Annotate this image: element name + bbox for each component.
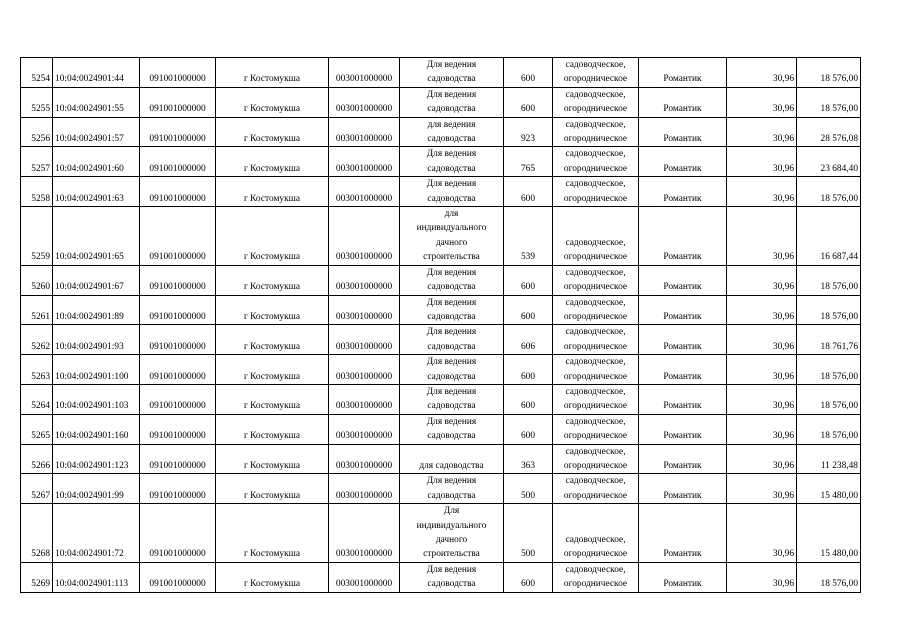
- city-name: г Костомукша: [216, 117, 329, 147]
- object-code: 003001000000: [329, 147, 400, 177]
- land-category: садоводческое, огородническое: [553, 58, 639, 88]
- table-row: [21, 177, 861, 207]
- specific-value: 30,96: [727, 117, 797, 147]
- row-number: 5256: [21, 117, 53, 147]
- cadastral-number: 10:04:0024901:123: [53, 444, 140, 474]
- table-row: [21, 504, 861, 563]
- row-number: 5264: [21, 384, 53, 414]
- cadastral-value: 16 687,44: [797, 207, 861, 266]
- settlement-name: Романтик: [639, 414, 727, 444]
- permitted-use: Для ведения садоводства: [400, 325, 504, 355]
- cadastral-number: 10:04:0024901:72: [53, 504, 140, 563]
- city-name: г Костомукша: [216, 147, 329, 177]
- specific-value: 30,96: [727, 207, 797, 266]
- settlement-name: Романтик: [639, 384, 727, 414]
- settlement-name: Романтик: [639, 325, 727, 355]
- oktmo-code: 091001000000: [140, 58, 216, 88]
- cadastral-number: 10:04:0024901:113: [53, 562, 140, 592]
- permitted-use: Для ведения садоводства: [400, 355, 504, 385]
- cadastral-value: 18 576,00: [797, 414, 861, 444]
- oktmo-code: 091001000000: [140, 87, 216, 117]
- table-row: [21, 295, 861, 325]
- table-row: [21, 58, 861, 88]
- table-body: [21, 58, 861, 593]
- object-code: 003001000000: [329, 444, 400, 474]
- specific-value: 30,96: [727, 562, 797, 592]
- land-category: садоводческое, огородническое: [553, 504, 639, 563]
- settlement-name: Романтик: [639, 444, 727, 474]
- row-number: 5258: [21, 177, 53, 207]
- specific-value: 30,96: [727, 147, 797, 177]
- area-value: 600: [504, 562, 553, 592]
- area-value: 600: [504, 87, 553, 117]
- row-number: 5268: [21, 504, 53, 563]
- cadastral-number: 10:04:0024901:44: [53, 58, 140, 88]
- permitted-use: Для ведения садоводства: [400, 474, 504, 504]
- area-value: 363: [504, 444, 553, 474]
- settlement-name: Романтик: [639, 355, 727, 385]
- row-number: 5265: [21, 414, 53, 444]
- cadastral-value: 15 480,00: [797, 504, 861, 563]
- oktmo-code: 091001000000: [140, 474, 216, 504]
- row-number: 5260: [21, 265, 53, 295]
- object-code: 003001000000: [329, 384, 400, 414]
- oktmo-code: 091001000000: [140, 147, 216, 177]
- cadastral-number: 10:04:0024901:60: [53, 147, 140, 177]
- area-value: 923: [504, 117, 553, 147]
- settlement-name: Романтик: [639, 117, 727, 147]
- permitted-use: для индивидуального дачного строительства: [400, 207, 504, 266]
- object-code: 003001000000: [329, 414, 400, 444]
- city-name: г Костомукша: [216, 295, 329, 325]
- row-number: 5263: [21, 355, 53, 385]
- table-row: [21, 384, 861, 414]
- row-number: 5255: [21, 87, 53, 117]
- cadastral-value: 18 576,00: [797, 562, 861, 592]
- city-name: г Костомукша: [216, 504, 329, 563]
- cadastral-value: 18 576,00: [797, 295, 861, 325]
- land-category: садоводческое, огородническое: [553, 355, 639, 385]
- land-category: садоводческое, огородническое: [553, 295, 639, 325]
- cadastral-value: 18 576,00: [797, 265, 861, 295]
- object-code: 003001000000: [329, 295, 400, 325]
- permitted-use: Для ведения садоводства: [400, 384, 504, 414]
- permitted-use: для садоводства: [400, 444, 504, 474]
- table-row: [21, 117, 861, 147]
- land-category: садоводческое, огородническое: [553, 177, 639, 207]
- row-number: 5266: [21, 444, 53, 474]
- table-row: [21, 562, 861, 592]
- permitted-use: Для ведения садоводства: [400, 58, 504, 88]
- permitted-use: Для ведения садоводства: [400, 414, 504, 444]
- table-row: [21, 265, 861, 295]
- table-row: [21, 474, 861, 504]
- oktmo-code: 091001000000: [140, 177, 216, 207]
- specific-value: 30,96: [727, 474, 797, 504]
- oktmo-code: 091001000000: [140, 414, 216, 444]
- cadastral-value: 18 576,00: [797, 58, 861, 88]
- oktmo-code: 091001000000: [140, 265, 216, 295]
- city-name: г Костомукша: [216, 325, 329, 355]
- cadastral-number: 10:04:0024901:160: [53, 414, 140, 444]
- settlement-name: Романтик: [639, 265, 727, 295]
- row-number: 5254: [21, 58, 53, 88]
- specific-value: 30,96: [727, 87, 797, 117]
- table-row: [21, 147, 861, 177]
- area-value: 600: [504, 414, 553, 444]
- oktmo-code: 091001000000: [140, 562, 216, 592]
- city-name: г Костомукша: [216, 87, 329, 117]
- specific-value: 30,96: [727, 355, 797, 385]
- oktmo-code: 091001000000: [140, 295, 216, 325]
- land-category: садоводческое, огородническое: [553, 325, 639, 355]
- cadastral-value: 18 576,00: [797, 355, 861, 385]
- land-category: садоводческое, огородническое: [553, 117, 639, 147]
- table-row: [21, 355, 861, 385]
- city-name: г Костомукша: [216, 207, 329, 266]
- land-category: садоводческое, огородническое: [553, 562, 639, 592]
- table-row: [21, 444, 861, 474]
- oktmo-code: 091001000000: [140, 444, 216, 474]
- settlement-name: Романтик: [639, 177, 727, 207]
- settlement-name: Романтик: [639, 147, 727, 177]
- area-value: 500: [504, 504, 553, 563]
- specific-value: 30,96: [727, 295, 797, 325]
- area-value: 600: [504, 58, 553, 88]
- oktmo-code: 091001000000: [140, 384, 216, 414]
- land-plots-table: [20, 57, 861, 593]
- specific-value: 30,96: [727, 265, 797, 295]
- object-code: 003001000000: [329, 207, 400, 266]
- area-value: 600: [504, 355, 553, 385]
- row-number: 5269: [21, 562, 53, 592]
- area-value: 600: [504, 384, 553, 414]
- city-name: г Костомукша: [216, 474, 329, 504]
- permitted-use: Для ведения садоводства: [400, 147, 504, 177]
- oktmo-code: 091001000000: [140, 325, 216, 355]
- object-code: 003001000000: [329, 474, 400, 504]
- city-name: г Костомукша: [216, 444, 329, 474]
- settlement-name: Романтик: [639, 504, 727, 563]
- cadastral-value: 28 576,08: [797, 117, 861, 147]
- city-name: г Костомукша: [216, 355, 329, 385]
- oktmo-code: 091001000000: [140, 117, 216, 147]
- oktmo-code: 091001000000: [140, 355, 216, 385]
- city-name: г Костомукша: [216, 414, 329, 444]
- oktmo-code: 091001000000: [140, 504, 216, 563]
- object-code: 003001000000: [329, 58, 400, 88]
- cadastral-value: 18 576,00: [797, 87, 861, 117]
- specific-value: 30,96: [727, 177, 797, 207]
- object-code: 003001000000: [329, 265, 400, 295]
- row-number: 5257: [21, 147, 53, 177]
- table-row: [21, 207, 861, 266]
- row-number: 5261: [21, 295, 53, 325]
- cadastral-number: 10:04:0024901:55: [53, 87, 140, 117]
- land-category: садоводческое, огородническое: [553, 207, 639, 266]
- land-category: садоводческое, огородническое: [553, 265, 639, 295]
- area-value: 600: [504, 265, 553, 295]
- permitted-use: для ведения садоводства: [400, 117, 504, 147]
- cadastral-value: 15 480,00: [797, 474, 861, 504]
- table-row: [21, 414, 861, 444]
- cadastral-value: 11 238,48: [797, 444, 861, 474]
- settlement-name: Романтик: [639, 295, 727, 325]
- object-code: 003001000000: [329, 325, 400, 355]
- permitted-use: Для ведения садоводства: [400, 265, 504, 295]
- land-category: садоводческое, огородническое: [553, 147, 639, 177]
- permitted-use: Для ведения садоводства: [400, 87, 504, 117]
- city-name: г Костомукша: [216, 58, 329, 88]
- city-name: г Костомукша: [216, 562, 329, 592]
- cadastral-number: 10:04:0024901:57: [53, 117, 140, 147]
- land-category: садоводческое, огородническое: [553, 414, 639, 444]
- area-value: 600: [504, 177, 553, 207]
- table-row: [21, 87, 861, 117]
- permitted-use: Для индивидуального дачного строительства: [400, 504, 504, 563]
- land-category: садоводческое, огородническое: [553, 384, 639, 414]
- land-category: садоводческое, огородническое: [553, 474, 639, 504]
- land-category: садоводческое, огородническое: [553, 87, 639, 117]
- cadastral-value: 23 684,40: [797, 147, 861, 177]
- specific-value: 30,96: [727, 384, 797, 414]
- specific-value: 30,96: [727, 504, 797, 563]
- city-name: г Костомукша: [216, 177, 329, 207]
- oktmo-code: 091001000000: [140, 207, 216, 266]
- cadastral-value: 18 576,00: [797, 384, 861, 414]
- settlement-name: Романтик: [639, 207, 727, 266]
- specific-value: 30,96: [727, 414, 797, 444]
- permitted-use: Для ведения садоводства: [400, 295, 504, 325]
- area-value: 500: [504, 474, 553, 504]
- area-value: 606: [504, 325, 553, 355]
- row-number: 5267: [21, 474, 53, 504]
- specific-value: 30,96: [727, 325, 797, 355]
- specific-value: 30,96: [727, 58, 797, 88]
- cadastral-value: 18 576,00: [797, 177, 861, 207]
- object-code: 003001000000: [329, 117, 400, 147]
- specific-value: 30,96: [727, 444, 797, 474]
- row-number: 5262: [21, 325, 53, 355]
- cadastral-number: 10:04:0024901:99: [53, 474, 140, 504]
- area-value: 765: [504, 147, 553, 177]
- cadastral-number: 10:04:0024901:63: [53, 177, 140, 207]
- object-code: 003001000000: [329, 87, 400, 117]
- settlement-name: Романтик: [639, 474, 727, 504]
- settlement-name: Романтик: [639, 87, 727, 117]
- permitted-use: Для ведения садоводства: [400, 562, 504, 592]
- cadastral-number: 10:04:0024901:100: [53, 355, 140, 385]
- cadastral-number: 10:04:0024901:103: [53, 384, 140, 414]
- settlement-name: Романтик: [639, 562, 727, 592]
- object-code: 003001000000: [329, 504, 400, 563]
- area-value: 600: [504, 295, 553, 325]
- object-code: 003001000000: [329, 355, 400, 385]
- cadastral-number: 10:04:0024901:93: [53, 325, 140, 355]
- permitted-use: Для ведения садоводства: [400, 177, 504, 207]
- row-number: 5259: [21, 207, 53, 266]
- city-name: г Костомукша: [216, 265, 329, 295]
- object-code: 003001000000: [329, 177, 400, 207]
- table-row: [21, 325, 861, 355]
- city-name: г Костомукша: [216, 384, 329, 414]
- cadastral-number: 10:04:0024901:65: [53, 207, 140, 266]
- cadastral-number: 10:04:0024901:89: [53, 295, 140, 325]
- cadastral-value: 18 761,76: [797, 325, 861, 355]
- cadastral-number: 10:04:0024901:67: [53, 265, 140, 295]
- settlement-name: Романтик: [639, 58, 727, 88]
- land-category: садоводческое, огородническое: [553, 444, 639, 474]
- object-code: 003001000000: [329, 562, 400, 592]
- area-value: 539: [504, 207, 553, 266]
